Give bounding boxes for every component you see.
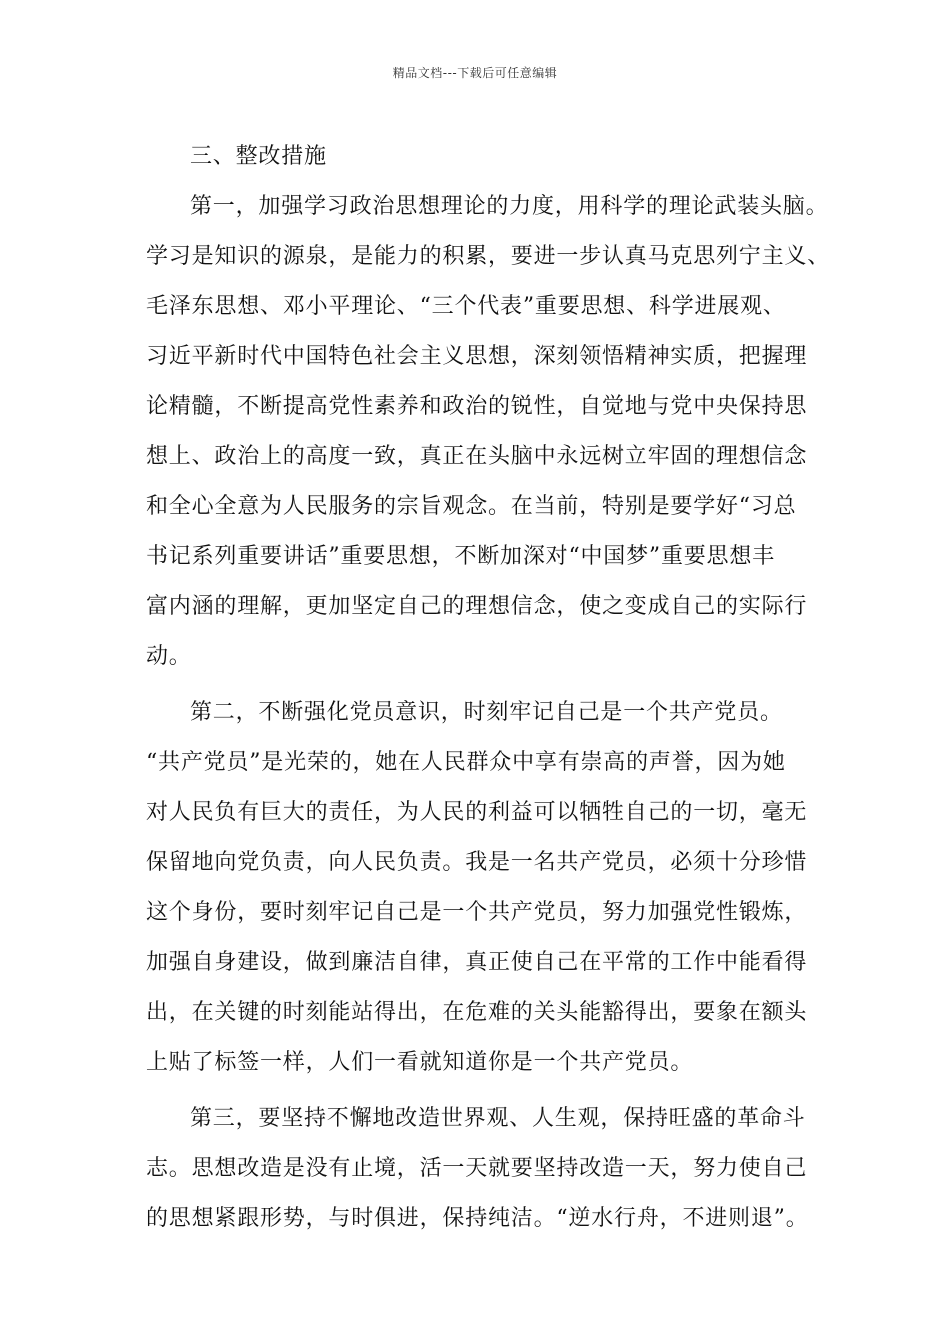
paragraph-line: 和全心全意为人民服务的宗旨观念。在当前，特别是要学好“习总: [146, 494, 797, 519]
paragraph-line: 志。思想改造是没有止境，活一天就要坚持改造一天，努力使自己: [146, 1156, 808, 1181]
paragraph-line: 上贴了标签一样，人们一看就知道你是一个共产党员。: [146, 1050, 694, 1075]
document-body: [146, 132, 831, 1244]
paragraph-line: 论精髓，不断提高党性素养和政治的锐性，自觉地与党中央保持思: [146, 394, 808, 419]
paragraph-line: 习近平新时代中国特色社会主义思想，深刻领悟精神实质，把握理: [146, 344, 808, 369]
paragraph-line: 富内涵的理解，更加坚定自己的理想信念，使之变成自己的实际行: [146, 594, 808, 619]
paragraph-line: 第一，加强学习政治思想理论的力度，用科学的理论武装头脑。: [190, 194, 829, 219]
paragraph-1: [146, 182, 831, 682]
paragraph-line: 毛泽东思想、邓小平理论、“三个代表”重要思想、科学进展观、: [146, 294, 786, 319]
paragraph-line: 这个身份，要时刻牢记自己是一个共产党员，努力加强党性锻炼，: [146, 900, 808, 925]
section-heading: 三、整改措施: [190, 144, 327, 169]
paragraph-line: 动。: [146, 644, 192, 669]
paragraph-line: 加强自身建设，做到廉洁自律，真正使自己在平常的工作中能看得: [146, 950, 808, 975]
page-header: 精品文档---下载后可任意编辑: [392, 66, 558, 80]
paragraph-line: 书记系列重要讲话”重要思想，不断加深对“中国梦”重要思想丰: [146, 544, 775, 569]
paragraph-line: 学习是知识的源泉，是能力的积累，要进一步认真马克思列宁主义、: [146, 244, 831, 269]
paragraph-line: 出，在关键的时刻能站得出，在危难的关头能豁得出，要象在额头: [146, 1000, 808, 1025]
paragraph-line: 保留地向党负责，向人民负责。我是一名共产党员，必须十分珍惜: [146, 850, 808, 875]
paragraph-line: 想上、政治上的高度一致，真正在头脑中永远树立牢固的理想信念: [146, 444, 808, 469]
paragraph-line: 第三，要坚持不懈地改造世界观、人生观，保持旺盛的革命斗: [190, 1106, 806, 1131]
paragraph-3: [146, 1094, 826, 1244]
paragraph-line: “共产党员”是光荣的，她在人民群众中享有崇高的声誉，因为她: [146, 750, 786, 775]
paragraph-line: 的思想紧跟形势，与时俱进，保持纯洁。“逆水行舟，不进则退”。: [146, 1206, 809, 1231]
paragraph-2: [146, 688, 826, 1088]
paragraph-line: 第二，不断强化党员意识，时刻牢记自己是一个共产党员。: [190, 700, 783, 725]
paragraph-line: 对人民负有巨大的责任，为人民的利益可以牺牲自己的一切，毫无: [146, 800, 808, 825]
